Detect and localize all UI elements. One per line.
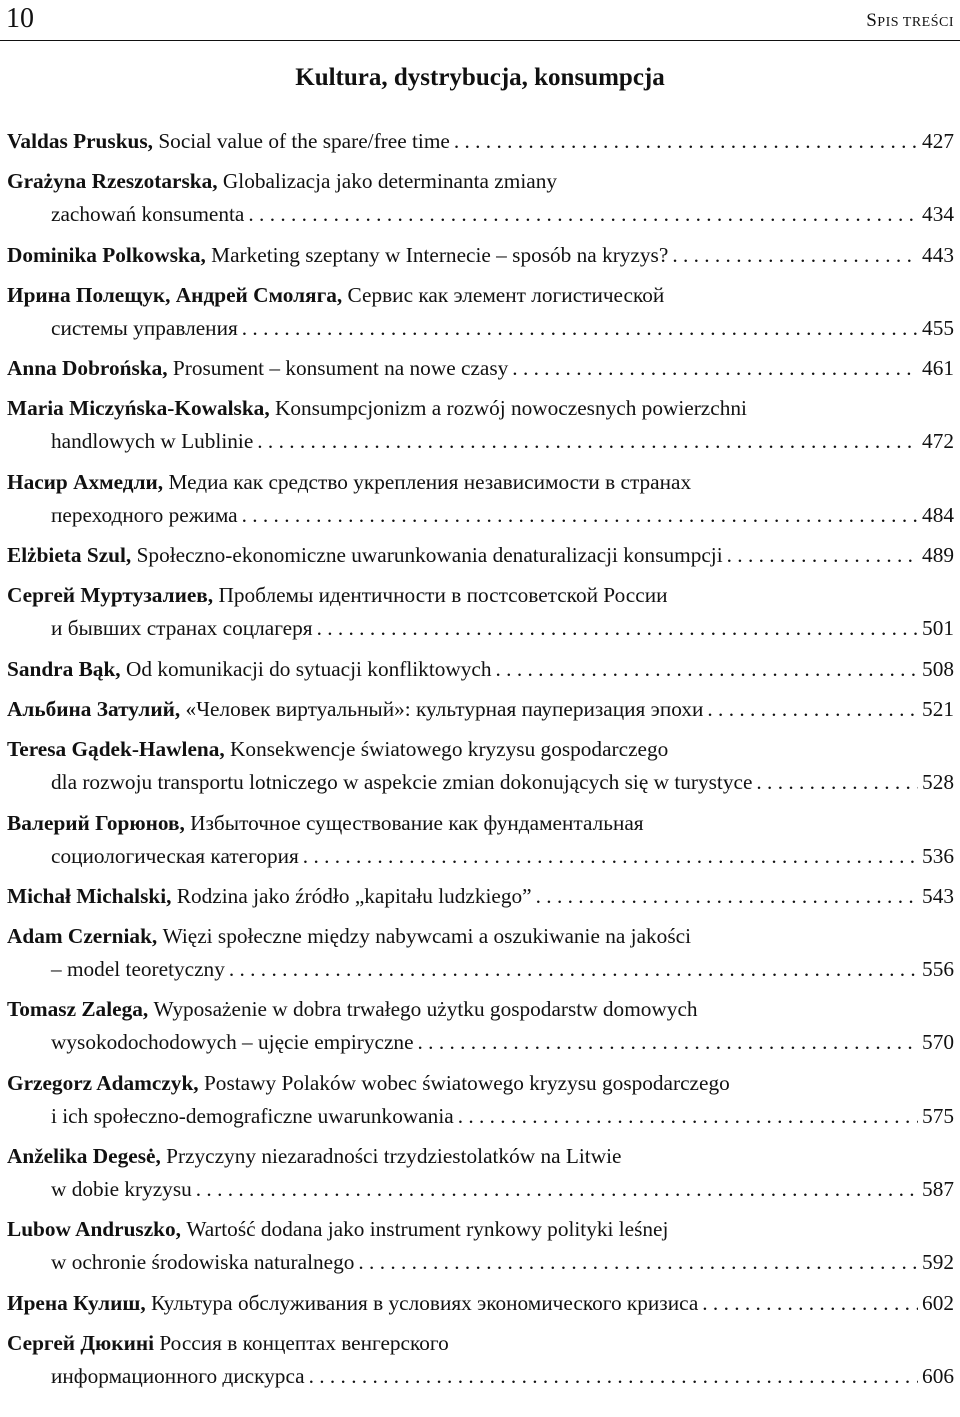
toc-page-number: 602 <box>922 1290 954 1315</box>
toc-entry-first-line <box>7 1067 954 1100</box>
toc-title: i ich społeczno-demograficzne uwarunkowania <box>51 1103 454 1128</box>
toc-page-number: 427 <box>922 129 954 153</box>
toc-page-number: 501 <box>922 616 954 641</box>
toc-entry-first-line <box>7 993 954 1026</box>
toc-entry-first-line <box>7 352 954 385</box>
toc-entry <box>7 1067 954 1133</box>
toc-leader-dots <box>418 1026 919 1059</box>
toc-entry <box>7 920 954 986</box>
toc-title: Więzi społeczne między nabywcami a oszukiwanie na jakości <box>162 924 691 949</box>
toc-author: Grażyna Rzeszotarska, <box>7 169 218 194</box>
toc-title: zachowań konsumenta <box>51 202 245 227</box>
toc-author: Насир Ахмедли, <box>7 469 164 494</box>
toc-title: Konsekwencje światowego kryzysu gospodarczego <box>230 737 669 762</box>
toc-author: Tomasz Zalega, <box>7 997 149 1022</box>
toc-page-number: 575 <box>922 1103 954 1128</box>
toc-title: и бывших странах соцлагеря <box>51 616 313 641</box>
toc-page-number: 521 <box>922 696 954 721</box>
toc-page-number: 461 <box>922 356 954 381</box>
toc-page-number: 536 <box>922 843 954 868</box>
toc-title: информационного дискурса <box>51 1363 305 1388</box>
toc-title: w ochronie środowiska naturalnego <box>51 1250 355 1275</box>
toc-author: Lubow Andruszko, <box>7 1217 181 1242</box>
running-title-rest: PIS TREŚCI <box>877 15 954 30</box>
toc-title: Od komunikacji do sytuacji konfliktowych <box>125 656 492 681</box>
toc-page-number: 606 <box>922 1363 954 1388</box>
toc-entry <box>7 1140 954 1206</box>
toc-title: Rodzina jako źródło „kapitału ludzkiego” <box>176 883 532 908</box>
toc-leader-dots <box>242 312 918 345</box>
toc-entry-first-line <box>7 165 954 198</box>
toc-leader-dots <box>672 239 918 272</box>
toc-entry-first-line <box>7 880 954 913</box>
toc-entry-first-line <box>7 693 954 726</box>
toc-entry-first-line <box>7 1287 954 1320</box>
toc-entry <box>7 165 954 231</box>
toc-title: Postawy Polaków wobec światowego kryzysu gospodarczego <box>203 1070 730 1095</box>
toc-entry <box>7 733 954 799</box>
toc-entry-continuation-line <box>7 198 954 231</box>
toc-entry <box>7 693 954 726</box>
toc-title: Marketing szeptany w Internecie – sposób na kryzys? <box>211 242 669 267</box>
toc-page-number: 528 <box>922 770 954 795</box>
toc-entry-first-line <box>7 239 954 272</box>
toc-entry-continuation-line <box>7 1100 954 1133</box>
toc-title: Social value of the spare/free time <box>158 129 450 153</box>
toc-entry-continuation-line <box>7 1360 954 1393</box>
toc-leader-dots <box>303 840 918 873</box>
toc-author: Elżbieta Szul, <box>7 543 132 568</box>
toc-leader-dots <box>512 352 918 385</box>
toc-leader-dots <box>257 425 918 458</box>
toc-entry-continuation-line <box>7 1246 954 1279</box>
toc-entry-first-line <box>7 279 954 312</box>
toc-entry-continuation-line <box>7 953 954 986</box>
toc-entry <box>7 993 954 1059</box>
toc-entry <box>7 1327 954 1393</box>
toc-title: переходного режима <box>51 502 238 527</box>
toc-author: Sandra Bąk, <box>7 656 121 681</box>
toc-leader-dots <box>458 1100 918 1133</box>
toc-title: Россия в концептах венгерского <box>159 1330 449 1355</box>
toc-leader-dots <box>702 1287 918 1320</box>
section-title: Kultura, dystrybucja, konsumpcja <box>295 64 665 91</box>
toc-leader-dots <box>454 125 918 158</box>
toc-entry-continuation-line <box>7 1026 954 1059</box>
page-number: 10 <box>6 3 34 34</box>
toc-leader-dots <box>496 653 919 686</box>
toc-author: Сергей Дюкині <box>7 1330 155 1355</box>
toc-author: Anna Dobrońska, <box>7 356 168 381</box>
toc-leader-dots <box>358 1246 918 1279</box>
toc-entry <box>7 539 954 572</box>
toc-leader-dots <box>707 693 918 726</box>
toc-title: – model teoretyczny <box>51 957 225 982</box>
toc-title: системы управления <box>51 315 238 340</box>
toc-page-number: 508 <box>922 656 954 681</box>
toc-entry <box>7 239 954 272</box>
toc-title: Społeczno-ekonomiczne uwarunkowania denaturalizacji konsumpcji <box>136 543 723 568</box>
toc-title: социологическая категория <box>51 843 299 868</box>
toc-title: Wyposażenie w dobra trwałego użytku gospodarstw domowych <box>153 997 698 1022</box>
running-title <box>866 9 954 35</box>
toc-page-number: 570 <box>922 1030 954 1055</box>
toc-entry-first-line <box>7 539 954 572</box>
toc-title: Избыточное существование как фундаментальная <box>190 810 644 835</box>
toc-entry-first-line <box>7 1213 954 1246</box>
toc-leader-dots <box>317 612 918 645</box>
toc-entry <box>7 653 954 686</box>
toc-author: Grzegorz Adamczyk, <box>7 1070 199 1095</box>
toc-leader-dots <box>727 539 918 572</box>
toc-entry-first-line <box>7 1327 954 1360</box>
toc-author: Валерий Горюнов, <box>7 810 185 835</box>
toc-page-number: 484 <box>922 502 954 527</box>
toc-page-number: 443 <box>922 242 954 267</box>
toc-page-number: 543 <box>922 883 954 908</box>
toc-title: Przyczyny niezaradności trzydziestolatków na Litwie <box>166 1144 622 1169</box>
running-title-initial: S <box>866 10 878 31</box>
toc-author: Dominika Polkowska, <box>7 242 206 267</box>
toc-entry <box>7 807 954 873</box>
toc-title: Konsumpcjonizm a rozwój nowoczesnych powierzchni <box>274 396 747 421</box>
toc-leader-dots <box>248 198 918 231</box>
toc-page-number: 592 <box>922 1250 954 1275</box>
toc-entry <box>7 579 954 645</box>
toc-entry <box>7 880 954 913</box>
toc-title: «Человек виртуальный»: культурная пауперизация эпохи <box>185 696 704 721</box>
toc-leader-dots <box>756 766 918 799</box>
toc-leader-dots <box>229 953 918 986</box>
toc-author: Ирина Полещук, Андрей Смоляга, <box>7 282 343 307</box>
toc-entry-first-line <box>7 1140 954 1173</box>
toc-leader-dots <box>536 880 918 913</box>
toc-entry-first-line <box>7 392 954 425</box>
toc-entry-continuation-line <box>7 499 954 532</box>
toc-title: w dobie kryzysu <box>51 1177 192 1202</box>
toc-title: handlowych w Lublinie <box>51 429 254 454</box>
toc-title: dla rozwoju transportu lotniczego w aspekcie zmian dokonujących się w turystyce <box>51 770 753 795</box>
toc-author: Valdas Pruskus, <box>7 129 153 153</box>
toc-title: Сервис как элемент логистической <box>347 282 665 307</box>
toc-author: Teresa Gądek-Hawlena, <box>7 737 225 762</box>
toc-leader-dots <box>242 499 918 532</box>
toc-page-number: 472 <box>922 429 954 454</box>
toc-title: Культура обслуживания в условиях экономического кризиса <box>151 1290 699 1315</box>
toc-entry <box>7 1287 954 1320</box>
toc-title: Проблемы идентичности в постсоветской России <box>218 583 668 608</box>
toc-title: Globalizacja jako determinanta zmiany <box>222 169 557 194</box>
toc-page-number: 587 <box>922 1177 954 1202</box>
toc-entry <box>7 466 954 532</box>
toc-page-number: 434 <box>922 202 954 227</box>
toc-entry-first-line <box>7 807 954 840</box>
toc-entry-continuation-line <box>7 425 954 458</box>
toc-entry <box>7 352 954 385</box>
toc-entry-continuation-line <box>7 840 954 873</box>
toc-title: Медиа как средство укрепления независимости в странах <box>168 469 692 494</box>
toc-title: wysokodochodowych – ujęcie empiryczne <box>51 1030 414 1055</box>
toc-page-number: 489 <box>922 543 954 568</box>
toc-page-number: 455 <box>922 315 954 340</box>
toc-entry-first-line <box>7 125 954 158</box>
toc-title: Prosument – konsument na nowe czasy <box>172 356 509 381</box>
toc-author: Maria Miczyńska-Kowalska, <box>7 396 270 421</box>
table-of-contents <box>7 125 954 1400</box>
toc-leader-dots <box>196 1173 918 1206</box>
toc-entry-first-line <box>7 653 954 686</box>
toc-entry-first-line <box>7 733 954 766</box>
toc-entry <box>7 1213 954 1279</box>
toc-author: Anželika Degesė, <box>7 1144 161 1169</box>
toc-entry <box>7 279 954 345</box>
toc-page-number: 556 <box>922 957 954 982</box>
toc-author: Michał Michalski, <box>7 883 172 908</box>
toc-author: Сергей Муртузалиев, <box>7 583 214 608</box>
toc-entry-continuation-line <box>7 1173 954 1206</box>
toc-entry-first-line <box>7 466 954 499</box>
toc-leader-dots <box>309 1360 918 1393</box>
page-header <box>0 0 960 41</box>
toc-entry-first-line <box>7 920 954 953</box>
toc-author: Альбина Затулий, <box>7 696 181 721</box>
toc-entry-continuation-line <box>7 612 954 645</box>
toc-entry-first-line <box>7 579 954 612</box>
toc-entry <box>7 392 954 458</box>
toc-entry-continuation-line <box>7 766 954 799</box>
toc-entry <box>7 125 954 158</box>
toc-author: Adam Czerniak, <box>7 924 158 949</box>
toc-title: Wartość dodana jako instrument rynkowy polityki leśnej <box>186 1217 669 1242</box>
toc-author: Ирена Кулиш, <box>7 1290 146 1315</box>
toc-entry-continuation-line <box>7 312 954 345</box>
